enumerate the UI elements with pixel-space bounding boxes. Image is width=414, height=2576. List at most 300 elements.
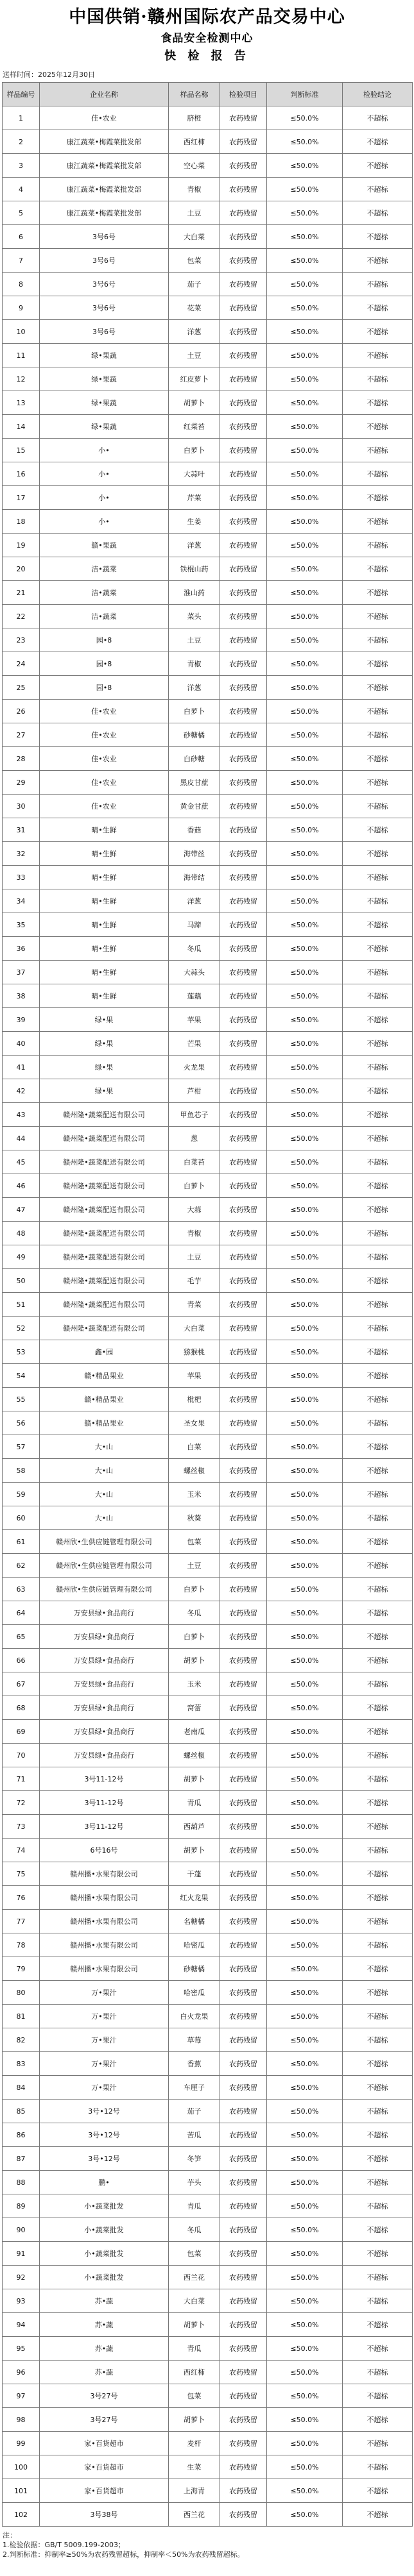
company-cell: 赣州播•水果有限公司 bbox=[40, 1862, 169, 1886]
conclusion-cell: 不超标 bbox=[343, 1483, 413, 1506]
sample-id-cell: 87 bbox=[3, 2147, 40, 2171]
sample-id-cell: 53 bbox=[3, 1340, 40, 1364]
test-item-cell: 农药残留 bbox=[220, 2337, 267, 2361]
company-cell: 苏•蔬 bbox=[40, 2289, 169, 2313]
company-cell: 绿•果蔬 bbox=[40, 415, 169, 439]
sample-id-cell: 2 bbox=[3, 130, 40, 154]
table-row bbox=[3, 2171, 413, 2194]
sample-id-cell: 51 bbox=[3, 1293, 40, 1317]
conclusion-cell: 不超标 bbox=[343, 130, 413, 154]
conclusion-cell: 不超标 bbox=[343, 2361, 413, 2384]
standard-cell: ≤50.0% bbox=[267, 2218, 343, 2242]
conclusion-cell: 不超标 bbox=[343, 747, 413, 771]
sample-name-cell: 脐橙 bbox=[169, 106, 220, 130]
conclusion-cell: 不超标 bbox=[343, 1056, 413, 1079]
standard-cell: ≤50.0% bbox=[267, 771, 343, 795]
sample-name-cell: 青瓜 bbox=[169, 2337, 220, 2361]
standard-cell: ≤50.0% bbox=[267, 320, 343, 344]
sample-name-cell: 西红柿 bbox=[169, 2361, 220, 2384]
conclusion-cell: 不超标 bbox=[343, 486, 413, 510]
table-row bbox=[3, 1791, 413, 1815]
sample-name-cell: 麦杆 bbox=[169, 2432, 220, 2455]
test-item-cell: 农药残留 bbox=[220, 1411, 267, 1435]
table-row bbox=[3, 676, 413, 700]
sample-name-cell: 白萝卜 bbox=[169, 1625, 220, 1649]
standard-cell: ≤50.0% bbox=[267, 1910, 343, 1933]
test-item-cell: 农药残留 bbox=[220, 2384, 267, 2408]
standard-cell: ≤50.0% bbox=[267, 1103, 343, 1127]
sample-id-cell: 3 bbox=[3, 154, 40, 178]
company-cell: 万•果汁 bbox=[40, 2005, 169, 2028]
conclusion-cell: 不超标 bbox=[343, 1222, 413, 1245]
table-row bbox=[3, 2028, 413, 2052]
conclusion-cell: 不超标 bbox=[343, 201, 413, 225]
sample-id-cell: 75 bbox=[3, 1862, 40, 1886]
test-item-cell: 农药残留 bbox=[220, 628, 267, 652]
table-row bbox=[3, 1815, 413, 1839]
company-cell: 赣州隆•蔬菜配送有限公司 bbox=[40, 1150, 169, 1174]
sample-name-cell: 螺丝椒 bbox=[169, 1459, 220, 1483]
sample-id-cell: 69 bbox=[3, 1720, 40, 1744]
sample-name-cell: 毛芋 bbox=[169, 1269, 220, 1293]
sample-id-cell: 12 bbox=[3, 367, 40, 391]
note-line: 1.检验依据：GB/T 5009.199-2003； bbox=[3, 2541, 125, 2549]
test-item-cell: 农药残留 bbox=[220, 249, 267, 273]
standard-cell: ≤50.0% bbox=[267, 1340, 343, 1364]
standard-cell: ≤50.0% bbox=[267, 1079, 343, 1103]
sample-name-cell: 香菇 bbox=[169, 818, 220, 842]
company-cell: 赣•精品果业 bbox=[40, 1364, 169, 1388]
sample-id-cell: 76 bbox=[3, 1886, 40, 1910]
sample-id-cell: 78 bbox=[3, 1933, 40, 1957]
table-row bbox=[3, 1910, 413, 1933]
company-cell: 3号38号 bbox=[40, 2503, 169, 2527]
standard-cell: ≤50.0% bbox=[267, 2123, 343, 2147]
standard-cell: ≤50.0% bbox=[267, 1317, 343, 1340]
sample-name-cell: 苦瓜 bbox=[169, 2123, 220, 2147]
sample-id-cell: 16 bbox=[3, 462, 40, 486]
sample-id-cell: 99 bbox=[3, 2432, 40, 2455]
company-cell: 绿•果蔬 bbox=[40, 344, 169, 367]
sample-id-cell: 36 bbox=[3, 937, 40, 961]
test-item-cell: 农药残留 bbox=[220, 795, 267, 818]
table-row bbox=[3, 367, 413, 391]
sample-name-cell: 名糖橘 bbox=[169, 1910, 220, 1933]
sample-name-cell: 芹菜 bbox=[169, 486, 220, 510]
table-row bbox=[3, 391, 413, 415]
sample-id-cell: 34 bbox=[3, 889, 40, 913]
table-row bbox=[3, 1340, 413, 1364]
sample-id-cell: 62 bbox=[3, 1554, 40, 1578]
standard-cell: ≤50.0% bbox=[267, 130, 343, 154]
conclusion-cell: 不超标 bbox=[343, 225, 413, 249]
company-cell: 佳•农业 bbox=[40, 106, 169, 130]
sample-id-cell: 56 bbox=[3, 1411, 40, 1435]
conclusion-cell: 不超标 bbox=[343, 961, 413, 984]
sample-id-cell: 82 bbox=[3, 2028, 40, 2052]
conclusion-cell: 不超标 bbox=[343, 1293, 413, 1317]
table-row bbox=[3, 2242, 413, 2266]
company-cell: 赣州隆•蔬菜配送有限公司 bbox=[40, 1198, 169, 1222]
standard-cell: ≤50.0% bbox=[267, 154, 343, 178]
standard-cell: ≤50.0% bbox=[267, 2289, 343, 2313]
standard-cell: ≤50.0% bbox=[267, 747, 343, 771]
sample-name-cell: 包菜 bbox=[169, 1530, 220, 1554]
page-title: 中国供销·赣州国际农产品交易中心 bbox=[69, 7, 345, 27]
test-item-cell: 农药残留 bbox=[220, 1981, 267, 2005]
sample-name-cell: 洋葱 bbox=[169, 534, 220, 557]
conclusion-cell: 不超标 bbox=[343, 1886, 413, 1910]
table-row bbox=[3, 700, 413, 723]
sample-id-cell: 44 bbox=[3, 1127, 40, 1150]
sample-id-cell: 6 bbox=[3, 225, 40, 249]
sample-name-cell: 枇杷 bbox=[169, 1388, 220, 1411]
sample-id-cell: 11 bbox=[3, 344, 40, 367]
table-row bbox=[3, 723, 413, 747]
conclusion-cell: 不超标 bbox=[343, 320, 413, 344]
conclusion-cell: 不超标 bbox=[343, 1601, 413, 1625]
test-item-cell: 农药残留 bbox=[220, 1554, 267, 1578]
results-table bbox=[2, 82, 413, 2527]
sample-name-cell: 包菜 bbox=[169, 249, 220, 273]
standard-cell: ≤50.0% bbox=[267, 1839, 343, 1862]
standard-cell: ≤50.0% bbox=[267, 2313, 343, 2337]
conclusion-cell: 不超标 bbox=[343, 1245, 413, 1269]
sample-id-cell: 66 bbox=[3, 1649, 40, 1672]
company-cell: 6号16号 bbox=[40, 1839, 169, 1862]
company-cell: 赣州欣•生供应链管理有限公司 bbox=[40, 1554, 169, 1578]
table-row bbox=[3, 1886, 413, 1910]
standard-cell: ≤50.0% bbox=[267, 937, 343, 961]
company-cell: 佳•农业 bbox=[40, 795, 169, 818]
conclusion-cell: 不超标 bbox=[343, 2005, 413, 2028]
table-row bbox=[3, 1127, 413, 1150]
table-row bbox=[3, 1933, 413, 1957]
sample-id-cell: 80 bbox=[3, 1981, 40, 2005]
standard-cell: ≤50.0% bbox=[267, 510, 343, 534]
table-row bbox=[3, 1174, 413, 1198]
conclusion-cell: 不超标 bbox=[343, 1340, 413, 1364]
standard-cell: ≤50.0% bbox=[267, 1744, 343, 1767]
company-cell: 大•山 bbox=[40, 1483, 169, 1506]
company-cell: 3号•12号 bbox=[40, 2147, 169, 2171]
conclusion-cell: 不超标 bbox=[343, 676, 413, 700]
table-row bbox=[3, 937, 413, 961]
test-item-cell: 农药残留 bbox=[220, 581, 267, 605]
table-row bbox=[3, 1506, 413, 1530]
test-item-cell: 农药残留 bbox=[220, 1103, 267, 1127]
company-cell: 小•蔬菜批发 bbox=[40, 2242, 169, 2266]
test-item-cell: 农药残留 bbox=[220, 1578, 267, 1601]
company-cell: 3号6号 bbox=[40, 249, 169, 273]
table-row bbox=[3, 2455, 413, 2479]
sample-id-cell: 57 bbox=[3, 1435, 40, 1459]
sample-name-cell: 茄子 bbox=[169, 2100, 220, 2123]
sample-id-cell: 22 bbox=[3, 605, 40, 628]
conclusion-cell: 不超标 bbox=[343, 1411, 413, 1435]
table-row bbox=[3, 2361, 413, 2384]
table-row bbox=[3, 628, 413, 652]
test-item-cell: 农药残留 bbox=[220, 2005, 267, 2028]
standard-cell: ≤50.0% bbox=[267, 415, 343, 439]
test-item-cell: 农药残留 bbox=[220, 296, 267, 320]
table-row bbox=[3, 1554, 413, 1578]
conclusion-cell: 不超标 bbox=[343, 273, 413, 296]
conclusion-cell: 不超标 bbox=[343, 1839, 413, 1862]
table-row bbox=[3, 2408, 413, 2432]
sample-name-cell: 花菜 bbox=[169, 296, 220, 320]
table-row bbox=[3, 795, 413, 818]
sample-id-cell: 31 bbox=[3, 818, 40, 842]
company-cell: 3号11-12号 bbox=[40, 1791, 169, 1815]
conclusion-cell: 不超标 bbox=[343, 344, 413, 367]
test-item-cell: 农药残留 bbox=[220, 937, 267, 961]
sample-name-cell: 洋葱 bbox=[169, 889, 220, 913]
notes-heading: 注： bbox=[3, 2531, 17, 2539]
test-item-cell: 农药残留 bbox=[220, 771, 267, 795]
standard-cell: ≤50.0% bbox=[267, 1269, 343, 1293]
company-cell: 赣•果蔬 bbox=[40, 534, 169, 557]
table-row bbox=[3, 273, 413, 296]
company-cell: 赣州隆•蔬菜配送有限公司 bbox=[40, 1103, 169, 1127]
sample-name-cell: 菜头 bbox=[169, 605, 220, 628]
test-item-cell: 农药残留 bbox=[220, 652, 267, 676]
conclusion-cell: 不超标 bbox=[343, 723, 413, 747]
company-cell: 晴•生鲜 bbox=[40, 961, 169, 984]
sample-name-cell: 哈密瓜 bbox=[169, 1933, 220, 1957]
sample-id-cell: 17 bbox=[3, 486, 40, 510]
sample-id-cell: 81 bbox=[3, 2005, 40, 2028]
test-item-cell: 农药残留 bbox=[220, 889, 267, 913]
conclusion-cell: 不超标 bbox=[343, 1672, 413, 1696]
table-row bbox=[3, 2266, 413, 2289]
company-cell: 赣州播•水果有限公司 bbox=[40, 1886, 169, 1910]
company-cell: 万•果汁 bbox=[40, 2028, 169, 2052]
conclusion-cell: 不超标 bbox=[343, 1269, 413, 1293]
test-item-cell: 农药残留 bbox=[220, 1744, 267, 1767]
standard-cell: ≤50.0% bbox=[267, 652, 343, 676]
conclusion-cell: 不超标 bbox=[343, 2028, 413, 2052]
table-row bbox=[3, 1862, 413, 1886]
table-row bbox=[3, 2384, 413, 2408]
table-row bbox=[3, 1079, 413, 1103]
conclusion-cell: 不超标 bbox=[343, 1364, 413, 1388]
standard-cell: ≤50.0% bbox=[267, 201, 343, 225]
table-row bbox=[3, 486, 413, 510]
test-item-cell: 农药残留 bbox=[220, 1293, 267, 1317]
standard-cell: ≤50.0% bbox=[267, 2171, 343, 2194]
standard-cell: ≤50.0% bbox=[267, 1696, 343, 1720]
company-cell: 康江蔬菜•梅霞菜批发部 bbox=[40, 178, 169, 201]
sample-id-cell: 97 bbox=[3, 2384, 40, 2408]
sample-name-cell: 海带丝 bbox=[169, 842, 220, 866]
sample-name-cell: 红皮萝卜 bbox=[169, 367, 220, 391]
conclusion-cell: 不超标 bbox=[343, 1957, 413, 1981]
company-cell: 万安县绿•食品商行 bbox=[40, 1672, 169, 1696]
standard-cell: ≤50.0% bbox=[267, 1222, 343, 1245]
sample-name-cell: 冬笋 bbox=[169, 2147, 220, 2171]
company-cell: 洁•蔬菜 bbox=[40, 581, 169, 605]
conclusion-cell: 不超标 bbox=[343, 2289, 413, 2313]
sample-id-cell: 47 bbox=[3, 1198, 40, 1222]
company-cell: 赣州隆•蔬菜配送有限公司 bbox=[40, 1317, 169, 1340]
test-item-cell: 农药残留 bbox=[220, 866, 267, 889]
sample-name-cell: 车厘子 bbox=[169, 2076, 220, 2100]
sample-id-cell: 68 bbox=[3, 1696, 40, 1720]
table-row bbox=[3, 2076, 413, 2100]
table-row bbox=[3, 1839, 413, 1862]
sample-name-cell: 黑皮甘蔗 bbox=[169, 771, 220, 795]
conclusion-cell: 不超标 bbox=[343, 2503, 413, 2527]
test-item-cell: 农药残留 bbox=[220, 557, 267, 581]
table-row bbox=[3, 1578, 413, 1601]
standard-cell: ≤50.0% bbox=[267, 723, 343, 747]
table-row bbox=[3, 2052, 413, 2076]
standard-cell: ≤50.0% bbox=[267, 1601, 343, 1625]
company-cell: 赣州播•水果有限公司 bbox=[40, 1957, 169, 1981]
table-row bbox=[3, 1103, 413, 1127]
company-cell: 园•8 bbox=[40, 628, 169, 652]
standard-cell: ≤50.0% bbox=[267, 1174, 343, 1198]
sample-name-cell: 大白菜 bbox=[169, 225, 220, 249]
company-cell: 3号6号 bbox=[40, 225, 169, 249]
standard-cell: ≤50.0% bbox=[267, 439, 343, 462]
standard-cell: ≤50.0% bbox=[267, 2005, 343, 2028]
table-row bbox=[3, 1008, 413, 1032]
sample-id-cell: 72 bbox=[3, 1791, 40, 1815]
sample-name-cell: 黄金甘蔗 bbox=[169, 795, 220, 818]
sample-id-cell: 10 bbox=[3, 320, 40, 344]
test-item-cell: 农药残留 bbox=[220, 984, 267, 1008]
sample-id-cell: 89 bbox=[3, 2194, 40, 2218]
standard-cell: ≤50.0% bbox=[267, 225, 343, 249]
column-header: 样品编号 bbox=[3, 83, 40, 106]
sample-name-cell: 冬瓜 bbox=[169, 937, 220, 961]
standard-cell: ≤50.0% bbox=[267, 795, 343, 818]
conclusion-cell: 不超标 bbox=[343, 106, 413, 130]
company-cell: 万•果汁 bbox=[40, 2076, 169, 2100]
test-item-cell: 农药残留 bbox=[220, 1435, 267, 1459]
standard-cell: ≤50.0% bbox=[267, 2503, 343, 2527]
standard-cell: ≤50.0% bbox=[267, 1862, 343, 1886]
sample-id-cell: 74 bbox=[3, 1839, 40, 1862]
test-item-cell: 农药残留 bbox=[220, 2361, 267, 2384]
table-row bbox=[3, 249, 413, 273]
standard-cell: ≤50.0% bbox=[267, 2266, 343, 2289]
company-cell: 绿•果 bbox=[40, 1079, 169, 1103]
standard-cell: ≤50.0% bbox=[267, 676, 343, 700]
sample-id-cell: 42 bbox=[3, 1079, 40, 1103]
sample-id-cell: 55 bbox=[3, 1388, 40, 1411]
test-item-cell: 农药残留 bbox=[220, 1198, 267, 1222]
sample-id-cell: 70 bbox=[3, 1744, 40, 1767]
standard-cell: ≤50.0% bbox=[267, 700, 343, 723]
standard-cell: ≤50.0% bbox=[267, 2432, 343, 2455]
standard-cell: ≤50.0% bbox=[267, 249, 343, 273]
sample-name-cell: 玉米 bbox=[169, 1672, 220, 1696]
sample-id-cell: 77 bbox=[3, 1910, 40, 1933]
standard-cell: ≤50.0% bbox=[267, 605, 343, 628]
test-item-cell: 农药残留 bbox=[220, 1150, 267, 1174]
company-cell: 3号6号 bbox=[40, 296, 169, 320]
company-cell: 园•8 bbox=[40, 676, 169, 700]
conclusion-cell: 不超标 bbox=[343, 1578, 413, 1601]
test-item-cell: 农药残留 bbox=[220, 1245, 267, 1269]
company-cell: 万安县绿•食品商行 bbox=[40, 1649, 169, 1672]
conclusion-cell: 不超标 bbox=[343, 1032, 413, 1056]
table-row bbox=[3, 557, 413, 581]
test-item-cell: 农药残留 bbox=[220, 1625, 267, 1649]
company-cell: 赣州隆•蔬菜配送有限公司 bbox=[40, 1127, 169, 1150]
standard-cell: ≤50.0% bbox=[267, 1649, 343, 1672]
sample-id-cell: 61 bbox=[3, 1530, 40, 1554]
company-cell: 赣州隆•蔬菜配送有限公司 bbox=[40, 1245, 169, 1269]
conclusion-cell: 不超标 bbox=[343, 534, 413, 557]
table-row bbox=[3, 201, 413, 225]
sample-id-cell: 35 bbox=[3, 913, 40, 937]
table-row bbox=[3, 1435, 413, 1459]
test-item-cell: 农药残留 bbox=[220, 961, 267, 984]
company-cell: 万安县绿•食品商行 bbox=[40, 1625, 169, 1649]
test-item-cell: 农药残留 bbox=[220, 1910, 267, 1933]
standard-cell: ≤50.0% bbox=[267, 961, 343, 984]
standard-cell: ≤50.0% bbox=[267, 628, 343, 652]
conclusion-cell: 不超标 bbox=[343, 1649, 413, 1672]
company-cell: 万安县绿•食品商行 bbox=[40, 1601, 169, 1625]
conclusion-cell: 不超标 bbox=[343, 1981, 413, 2005]
company-cell: 苏•蔬 bbox=[40, 2313, 169, 2337]
sample-id-cell: 79 bbox=[3, 1957, 40, 1981]
sample-name-cell: 白萝卜 bbox=[169, 1578, 220, 1601]
sample-name-cell: 空心菜 bbox=[169, 154, 220, 178]
company-cell: 大•山 bbox=[40, 1459, 169, 1483]
table-row bbox=[3, 1672, 413, 1696]
conclusion-cell: 不超标 bbox=[343, 2076, 413, 2100]
sample-id-cell: 67 bbox=[3, 1672, 40, 1696]
company-cell: 赣州隆•蔬菜配送有限公司 bbox=[40, 1174, 169, 1198]
sample-id-cell: 20 bbox=[3, 557, 40, 581]
company-cell: 大•山 bbox=[40, 1435, 169, 1459]
sample-name-cell: 老南瓜 bbox=[169, 1720, 220, 1744]
sample-id-cell: 59 bbox=[3, 1483, 40, 1506]
sample-name-cell: 胡萝卜 bbox=[169, 1839, 220, 1862]
conclusion-cell: 不超标 bbox=[343, 2408, 413, 2432]
table-row bbox=[3, 747, 413, 771]
test-item-cell: 农药残留 bbox=[220, 344, 267, 367]
standard-cell: ≤50.0% bbox=[267, 273, 343, 296]
standard-cell: ≤50.0% bbox=[267, 2337, 343, 2361]
test-item-cell: 农药残留 bbox=[220, 700, 267, 723]
sample-name-cell: 洋葱 bbox=[169, 676, 220, 700]
standard-cell: ≤50.0% bbox=[267, 1150, 343, 1174]
conclusion-cell: 不超标 bbox=[343, 2266, 413, 2289]
conclusion-cell: 不超标 bbox=[343, 2455, 413, 2479]
table-row bbox=[3, 320, 413, 344]
sample-name-cell: 青椒 bbox=[169, 178, 220, 201]
table-row bbox=[3, 913, 413, 937]
table-row bbox=[3, 1530, 413, 1554]
company-cell: 晴•生鲜 bbox=[40, 913, 169, 937]
conclusion-cell: 不超标 bbox=[343, 1696, 413, 1720]
conclusion-cell: 不超标 bbox=[343, 1008, 413, 1032]
company-cell: 万安县绿•食品商行 bbox=[40, 1720, 169, 1744]
test-item-cell: 农药残留 bbox=[220, 1862, 267, 1886]
table-row bbox=[3, 1198, 413, 1222]
standard-cell: ≤50.0% bbox=[267, 1008, 343, 1032]
standard-cell: ≤50.0% bbox=[267, 178, 343, 201]
standard-cell: ≤50.0% bbox=[267, 1198, 343, 1222]
standard-cell: ≤50.0% bbox=[267, 2100, 343, 2123]
